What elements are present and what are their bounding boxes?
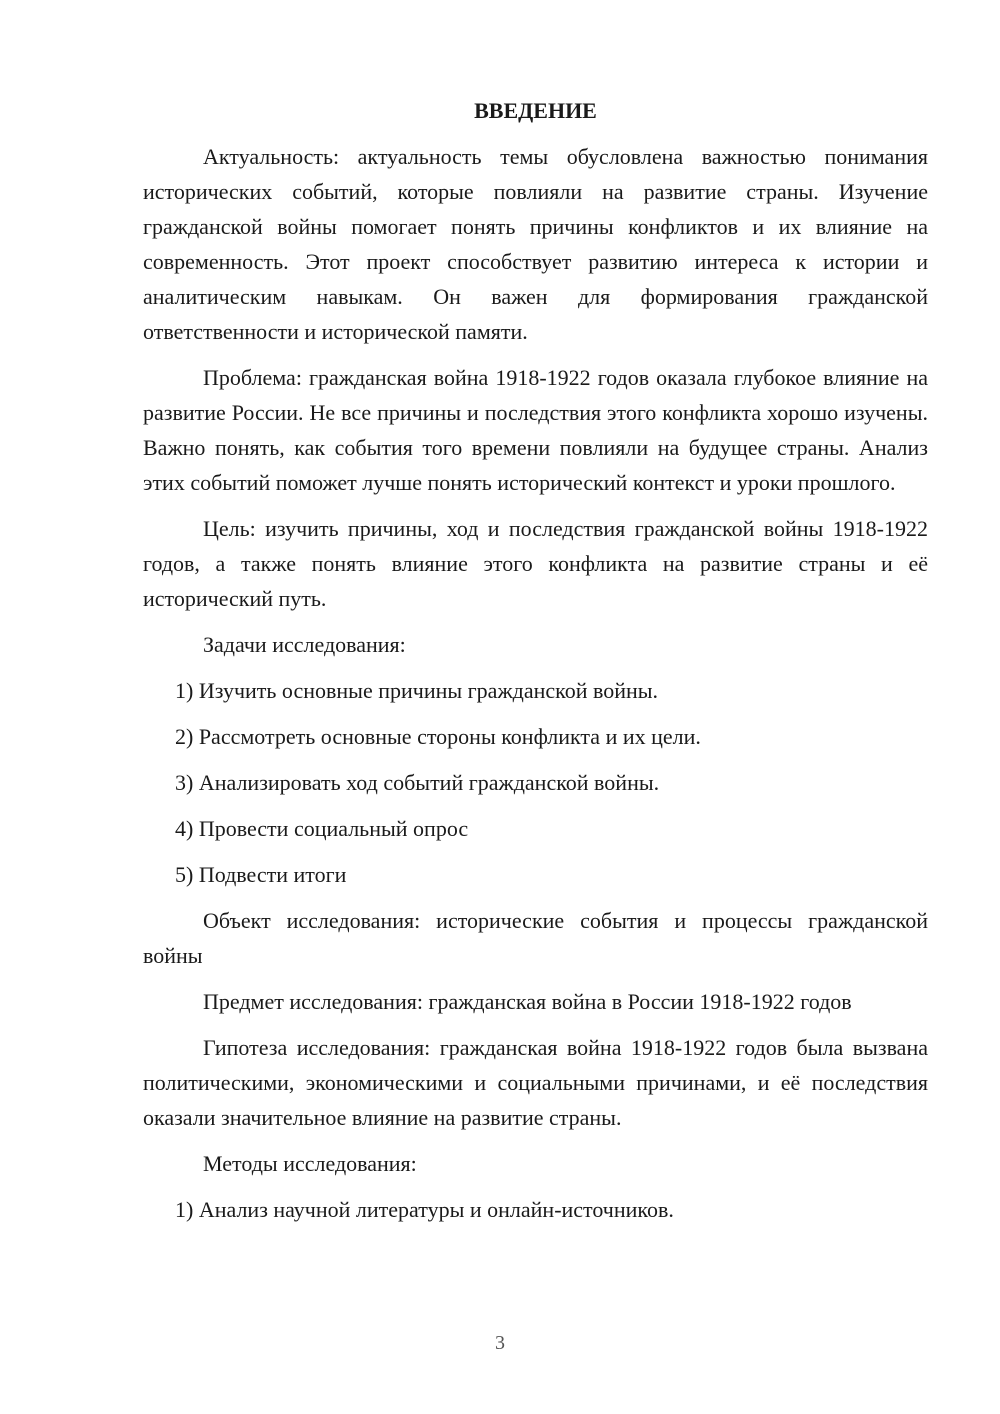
hypothesis-paragraph: Гипотеза исследования: гражданская война 1918-1922 годов была вызвана политическими, экономическими и социальными причинами, и её последствия оказали значительное влияние на развитие страны. <box>143 1035 928 1130</box>
tasks-list <box>143 673 928 892</box>
page-title: ВВЕДЕНИЕ <box>474 98 597 123</box>
list-item: 3) Анализировать ход событий гражданской войны. <box>175 770 660 795</box>
goal-paragraph: Цель: изучить причины, ход и последствия гражданской войны 1918-1922 годов, а также понять влияние этого конфликта на развитие страны и её исторический путь. <box>143 516 928 611</box>
page-number: 3 <box>495 1332 505 1354</box>
methods-heading: Методы исследования: <box>203 1151 417 1176</box>
object-paragraph: Объект исследования: исторические события и процессы гражданской войны <box>143 908 928 968</box>
list-item: 4) Провести социальный опрос <box>175 816 469 841</box>
methods-list <box>143 1192 928 1227</box>
problem-paragraph: Проблема: гражданская война 1918-1922 годов оказала глубокое влияние на развитие России. Не все причины и последствия этого конфликта хорошо изучены. Важно понять, как события того времени повлияли на будущее страны. Анализ этих событий поможет лучше понять исторический контекст и уроки прошлого. <box>143 365 928 495</box>
relevance-paragraph: Актуальность: актуальность темы обусловлена важностью понимания исторических событий, которые повлияли на развитие страны. Изучение гражданской войны помогает понять причины конфликтов и их влияние на современность. Этот проект способствует развитию интереса к истории и аналитическим навыкам. Он важен для формирования гражданской ответственности и исторической памяти. <box>143 144 928 344</box>
list-item: 1) Анализ научной литературы и онлайн-источников. <box>175 1197 674 1222</box>
list-item: 5) Подвести итоги <box>175 862 347 887</box>
list-item: 1) Изучить основные причины гражданской войны. <box>175 678 659 703</box>
document-page <box>143 93 928 1238</box>
list-item: 2) Рассмотреть основные стороны конфликта и их цели. <box>175 724 701 749</box>
tasks-heading: Задачи исследования: <box>203 632 406 657</box>
subject-paragraph: Предмет исследования: гражданская война в России 1918-1922 годов <box>203 989 852 1014</box>
